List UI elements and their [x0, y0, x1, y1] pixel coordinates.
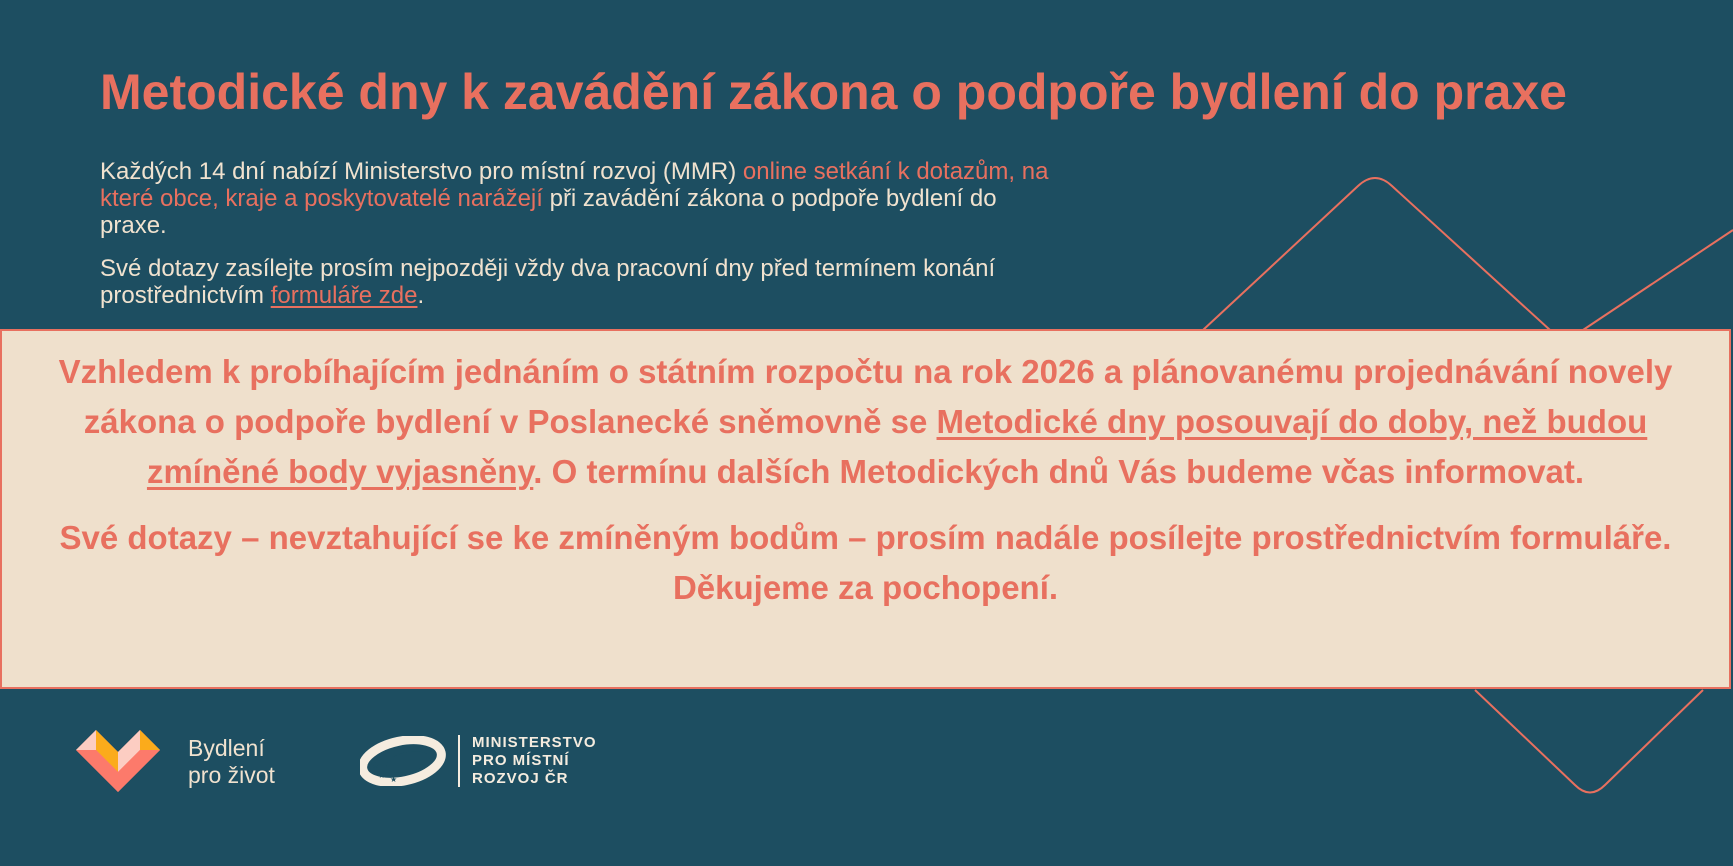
postponement-notice-banner [0, 329, 1731, 689]
logo-line-1: Bydlení [188, 735, 265, 761]
intro-text-part: při zavádění zákona o podpoře bydlení do praxe. [100, 185, 997, 239]
mmr-line-3: ROZVOJ ČR [472, 770, 569, 787]
page-title: Metodické dny k zavádění zákona o podpoře bydlení do praxe [100, 64, 1567, 120]
intro-text-part: Své dotazy zasílejte prosím nejpozději vždy dva pracovní dny před termínem konání prostřednictvím [100, 255, 996, 309]
footer-logos [0, 720, 900, 820]
intro-paragraph-2 [100, 255, 1060, 309]
intro-text [100, 158, 1060, 325]
mmr-logo[interactable] [360, 734, 597, 788]
bydleni-pro-zivot-logo[interactable] [76, 730, 275, 794]
notice-text-part: Vzhledem k probíhajícím jednáním o státním rozpočtu na rok 2026 a plánovanému projednávání novely zákona o podpoře bydlení v Poslanecké sněmovně se [58, 353, 1673, 440]
notice-paragraph-1 [32, 347, 1699, 497]
intro-paragraph-1 [100, 158, 1060, 239]
notice-text-part: . O termínu dalších Metodických dnů Vás budeme včas informovat. [533, 453, 1585, 490]
heart-house-logo-icon [76, 730, 160, 794]
intro-text-part: . [417, 282, 425, 309]
mmr-emblem-icon [360, 736, 446, 786]
form-link[interactable]: formuláře zde [270, 282, 418, 309]
notice-paragraph-2: Své dotazy – nevztahující se ke zmíněným bodům – prosím nadále posílejte prostřednictvím formuláře. Děkujeme za pochopení. [59, 519, 1672, 606]
mmr-line-2: PRO MÍSTNÍ [472, 752, 570, 769]
svg-text:★: ★ [372, 761, 380, 770]
logo-line-2: pro život [188, 762, 275, 788]
logo-divider [458, 735, 460, 787]
postponement-link[interactable]: Metodické dny posouvají do doby, než budou zmíněné body vyjasněny [146, 403, 1648, 490]
intro-text-part: Každých 14 dní nabízí Ministerstvo pro místní rozvoj (MMR) [100, 158, 743, 185]
svg-text:★: ★ [390, 775, 398, 784]
intro-highlight: online setkání k dotazům, na které obce, kraje a poskytovatelé narážejí [100, 158, 1049, 212]
mmr-line-1: MINISTERSTVO [472, 734, 597, 751]
svg-text:★: ★ [378, 771, 386, 780]
